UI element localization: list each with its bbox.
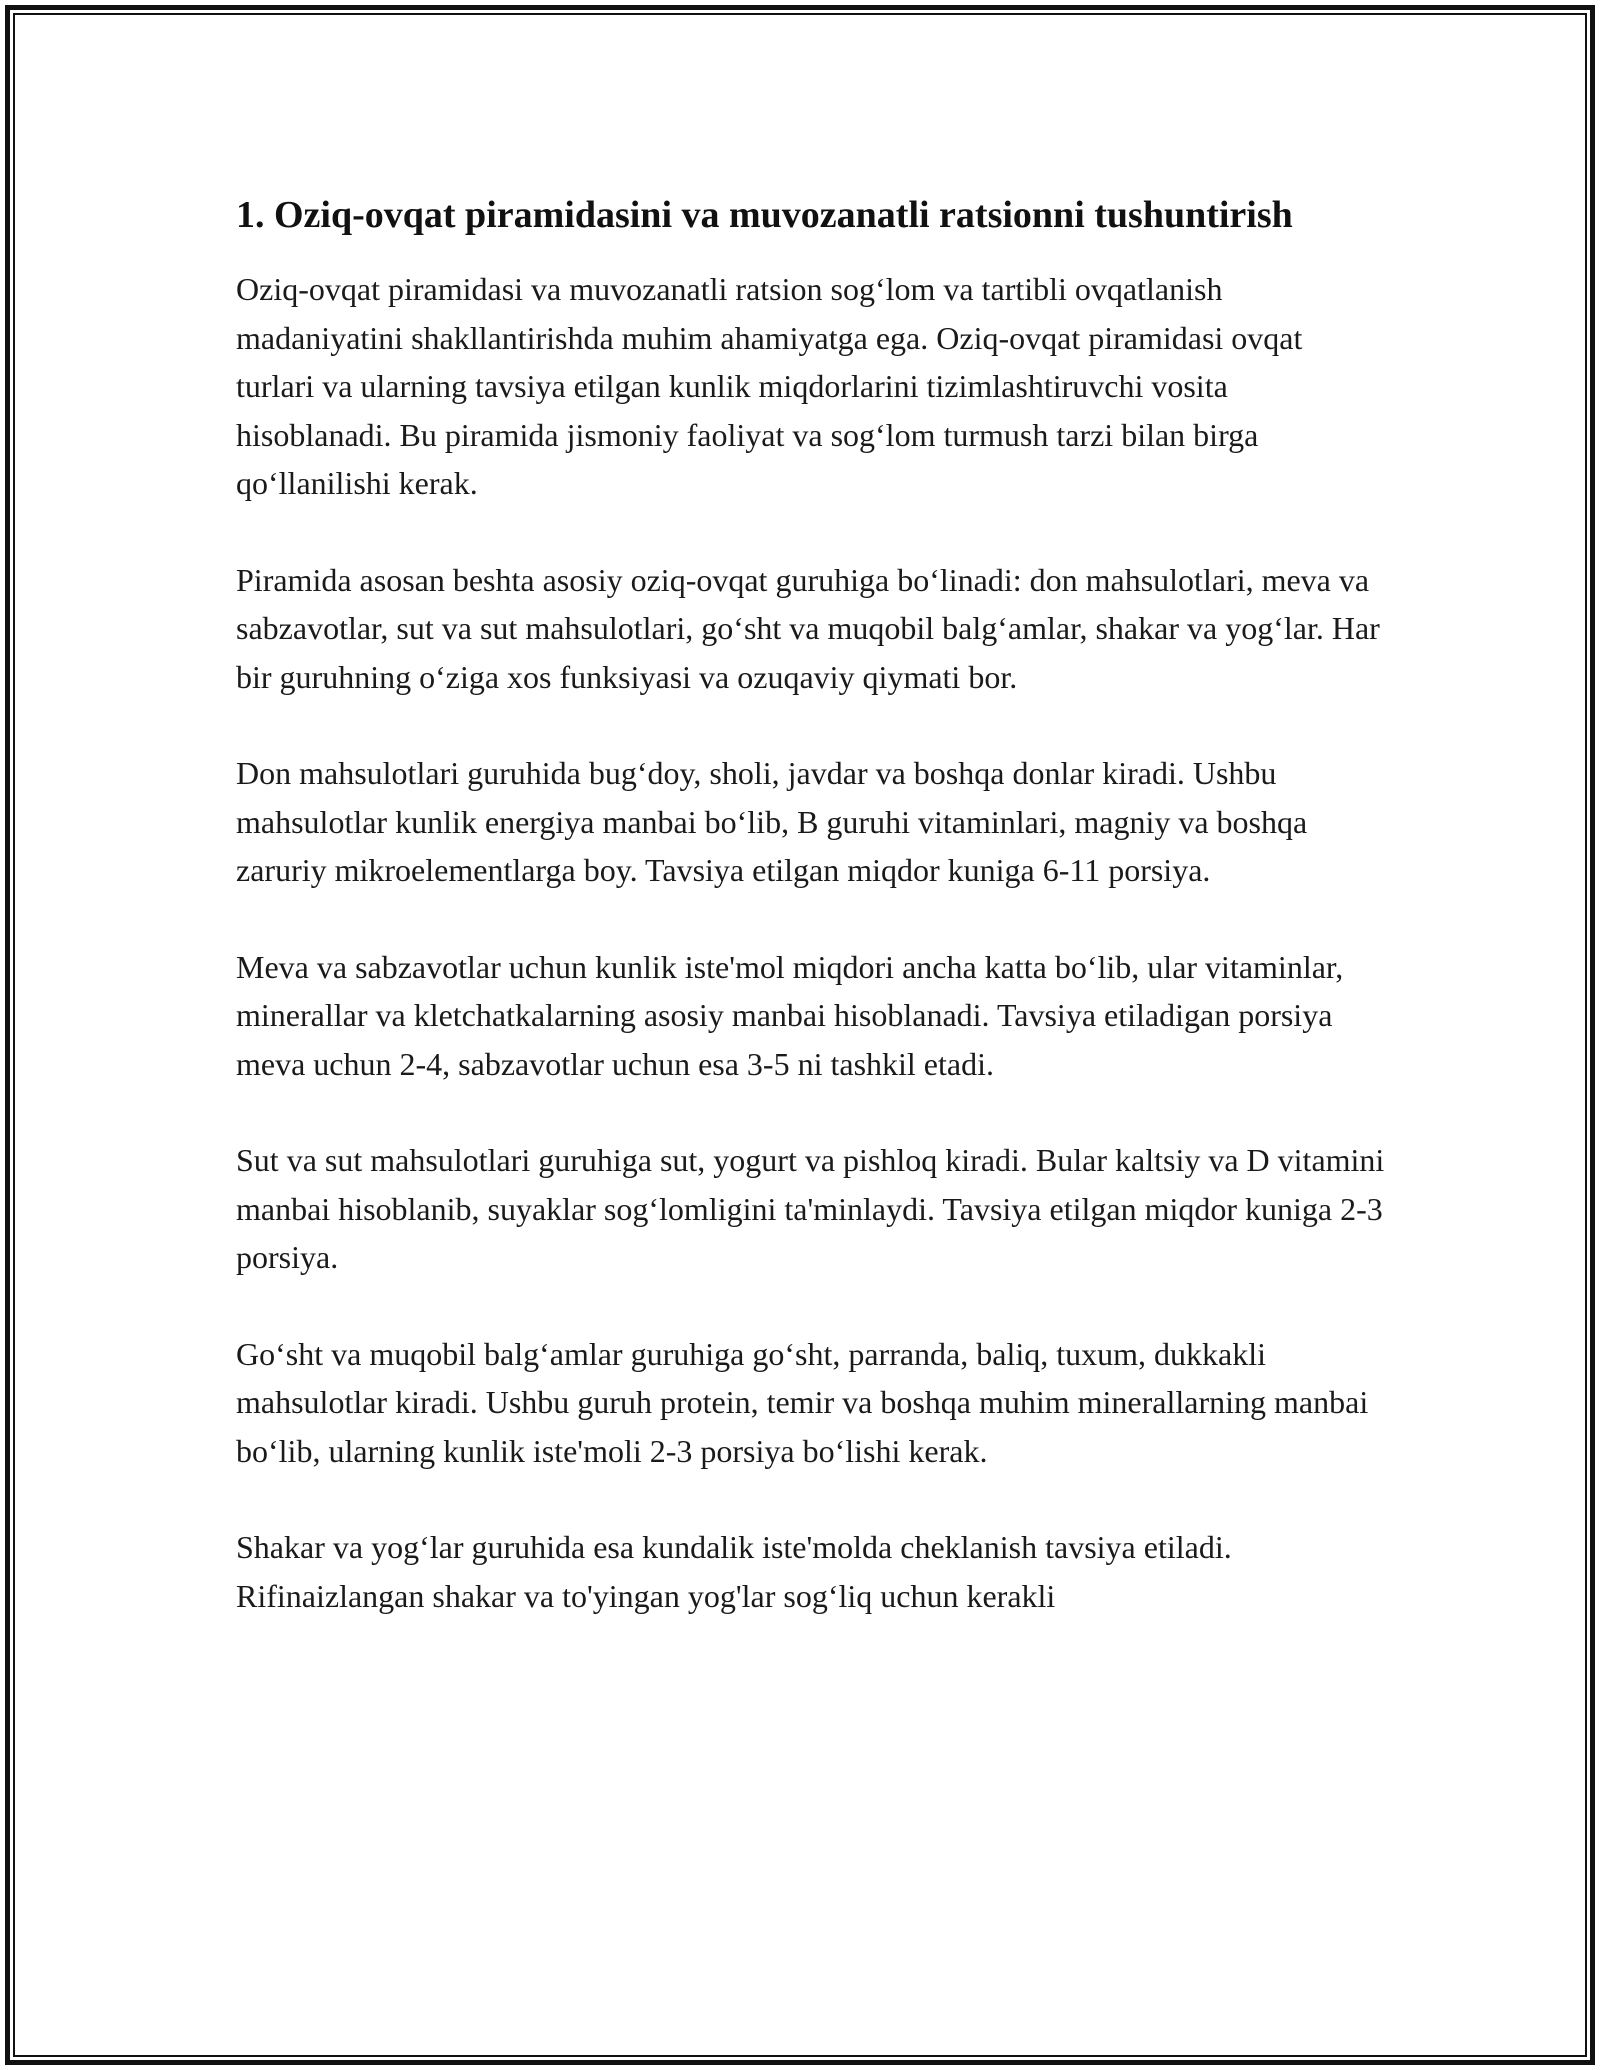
section-title: 1. Oziq-ovqat piramidasini va muvozanatli ratsionni tushuntirish bbox=[236, 194, 1293, 236]
paragraph-intro: Oziq-ovqat piramidasi va muvozanatli ratsion sog‘lom va tartibli ovqatlanish madaniyatini shakllantirishda muhim ahamiyatga ega. Oziq-ovqat piramidasi ovqat turlari va ularning tavsiya etilgan kunlik miqdorlarini tizimlashtiruvchi vosita hisoblanadi. Bu piramida jismoniy faoliyat va sog‘lom turmush tarzi bilan birga qo‘llanilishi kerak. bbox=[236, 271, 1303, 501]
paragraph-grains: Don mahsulotlari guruhida bug‘doy, sholi, javdar va boshqa donlar kiradi. Ushbu mahsulotlar kunlik energiya manbai bo‘lib, B guruhi vitaminlari, magniy va boshqa zaruriy mikroelementlarga boy. Tavsiya etilgan miqdor kuniga 6-11 porsiya. bbox=[236, 755, 1308, 888]
paragraph-food-groups: Piramida asosan beshta asosiy oziq-ovqat guruhiga bo‘linadi: don mahsulotlari, meva va sabzavotlar, sut va sut mahsulotlari, go‘sht va muqobil balg‘amlar, shakar va yog‘lar. Har bir guruhning o‘ziga xos funksiyasi va ozuqaviy qiymati bor. bbox=[236, 561, 1380, 695]
paragraph-fruits-vegetables: Meva va sabzavotlar uchun kunlik iste'mol miqdori ancha katta bo‘lib, ular vitaminlar, minerallar va kletchatkalarning asosiy manbai hisoblanadi. Tavsiya etiladigan porsiya meva uchun 2-4, sabzavotlar uchun esa 3-5 ni tashkil etadi. bbox=[236, 948, 1344, 1082]
document-body bbox=[236, 188, 1386, 1620]
paragraph-sugars-fats: Shakar va yog‘lar guruhida esa kundalik iste'molda cheklanish tavsiya etiladi. Rifinaizlangan shakar va to'yingan yog'lar sog‘liq uchun kerakli bbox=[236, 1529, 1232, 1614]
paragraph-dairy: Sut va sut mahsulotlari guruhiga sut, yogurt va pishloq kiradi. Bular kaltsiy va D vitamini manbai hisoblanib, suyaklar sog‘lomligini ta'minlaydi. Tavsiya etilgan miqdor kuniga 2-3 porsiya. bbox=[236, 1142, 1385, 1275]
paragraph-meat-alternatives: Go‘sht va muqobil balg‘amlar guruhiga go‘sht, parranda, baliq, tuxum, dukkakli mahsulotlar kiradi. Ushbu guruh protein, temir va boshqa muhim minerallarning manbai bo‘lib, ularning kunlik iste'moli 2-3 porsiya bo‘lishi kerak. bbox=[236, 1335, 1369, 1469]
